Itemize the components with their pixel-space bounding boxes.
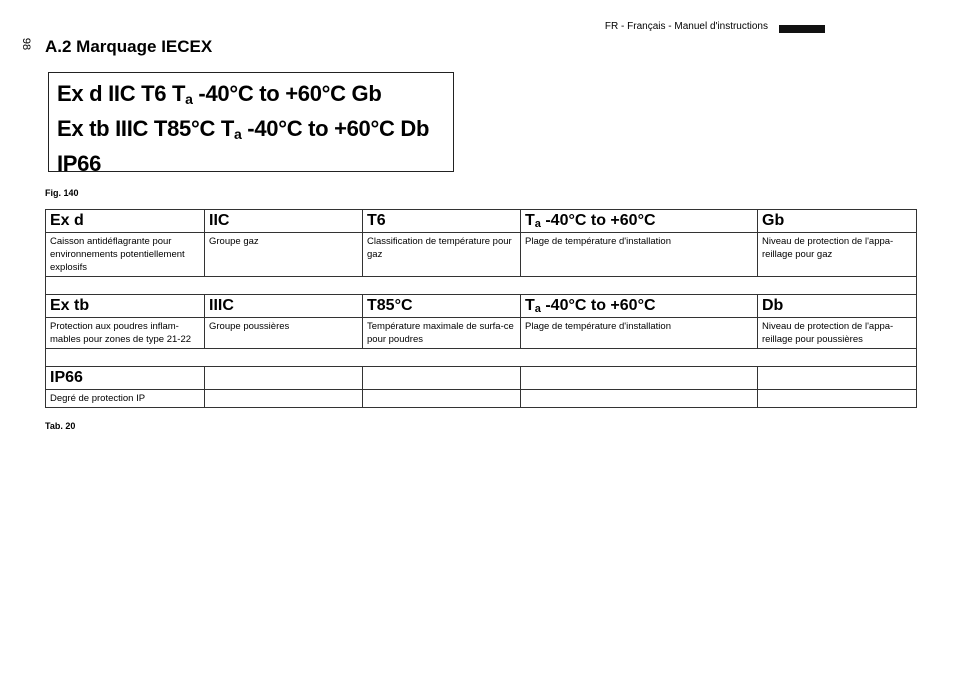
table-cell: Db [758,295,917,318]
marking-line-2 [57,114,453,149]
page-number: 98 [20,37,32,51]
table-cell: Caisson antidéflagrante pour environnements potentiellement explosifs [46,233,205,277]
table-cell-empty [521,390,758,408]
table-cell-empty [363,367,521,390]
table-caption: Tab. 20 [45,421,76,431]
table-cell [521,210,758,233]
section-title: A.2 Marquage IECEX [45,37,213,56]
table-cell: Température maximale de surfa-ce pour poudres [363,318,521,349]
marking-line-1-pre: Ex d IIC T6 T [57,81,186,106]
header-document-title: FR - Français - Manuel d'instructions [604,21,768,32]
table-cell: Groupe gaz [205,233,363,277]
table-cell-empty [758,367,917,390]
header-bar [779,25,825,33]
table-cell: Ex tb [46,295,205,318]
table-row-spacer [46,349,917,367]
marking-box [48,72,454,176]
table-cell: T6 [363,210,521,233]
table-row-spacer [46,277,917,295]
cell-sub: a [534,303,541,315]
marking-line-2-sub: a [233,126,242,142]
table-cell-spacer [46,349,917,367]
table-cell: Niveau de protection de l'appa-reillage pour gaz [758,233,917,277]
table-row-ip-descriptions [46,390,917,408]
table-row-gas-descriptions [46,233,917,277]
table-cell-empty [363,390,521,408]
marking-line-1 [57,79,453,114]
table-cell-empty [521,367,758,390]
table-row-gas-codes [46,210,917,233]
table-cell: IIC [205,210,363,233]
figure-caption: Fig. 140 [45,188,79,198]
table-cell: Ex d [46,210,205,233]
marking-table [45,209,917,408]
marking-line-3: IP66 [57,151,102,176]
marking-line-1-sub: a [185,91,193,107]
table-cell: Classification de température pour gaz [363,233,521,277]
cell-text: -40°C to +60°C [540,212,656,229]
cell-text: T [525,297,535,314]
table-cell-empty [758,390,917,408]
marking-line-2-post: -40°C to +60°C Db [241,116,430,141]
cell-text: -40°C to +60°C [540,297,656,314]
cell-text: T [525,212,535,229]
table-cell: IIIC [205,295,363,318]
table-row-ip-codes [46,367,917,390]
table-row-dust-codes [46,295,917,318]
table-cell: IP66 [46,367,205,390]
table-cell [521,295,758,318]
table-cell: Plage de température d'installation [521,233,758,277]
cell-sub: a [534,218,541,230]
marking-line-1-post: -40°C to +60°C Gb [192,81,382,106]
table-cell: Gb [758,210,917,233]
table-cell-empty [205,390,363,408]
table-cell: Groupe poussières [205,318,363,349]
table-cell: Niveau de protection de l'appa-reillage pour poussières [758,318,917,349]
table-cell-spacer [46,277,917,295]
table-cell: Degré de protection IP [46,390,205,408]
table-cell: Protection aux poudres inflam-mables pour zones de type 21-22 [46,318,205,349]
table-row-dust-descriptions [46,318,917,349]
table-cell: T85°C [363,295,521,318]
marking-line-2-pre: Ex tb IIIC T85°C T [57,116,234,141]
table-cell-empty [205,367,363,390]
table-cell: Plage de température d'installation [521,318,758,349]
